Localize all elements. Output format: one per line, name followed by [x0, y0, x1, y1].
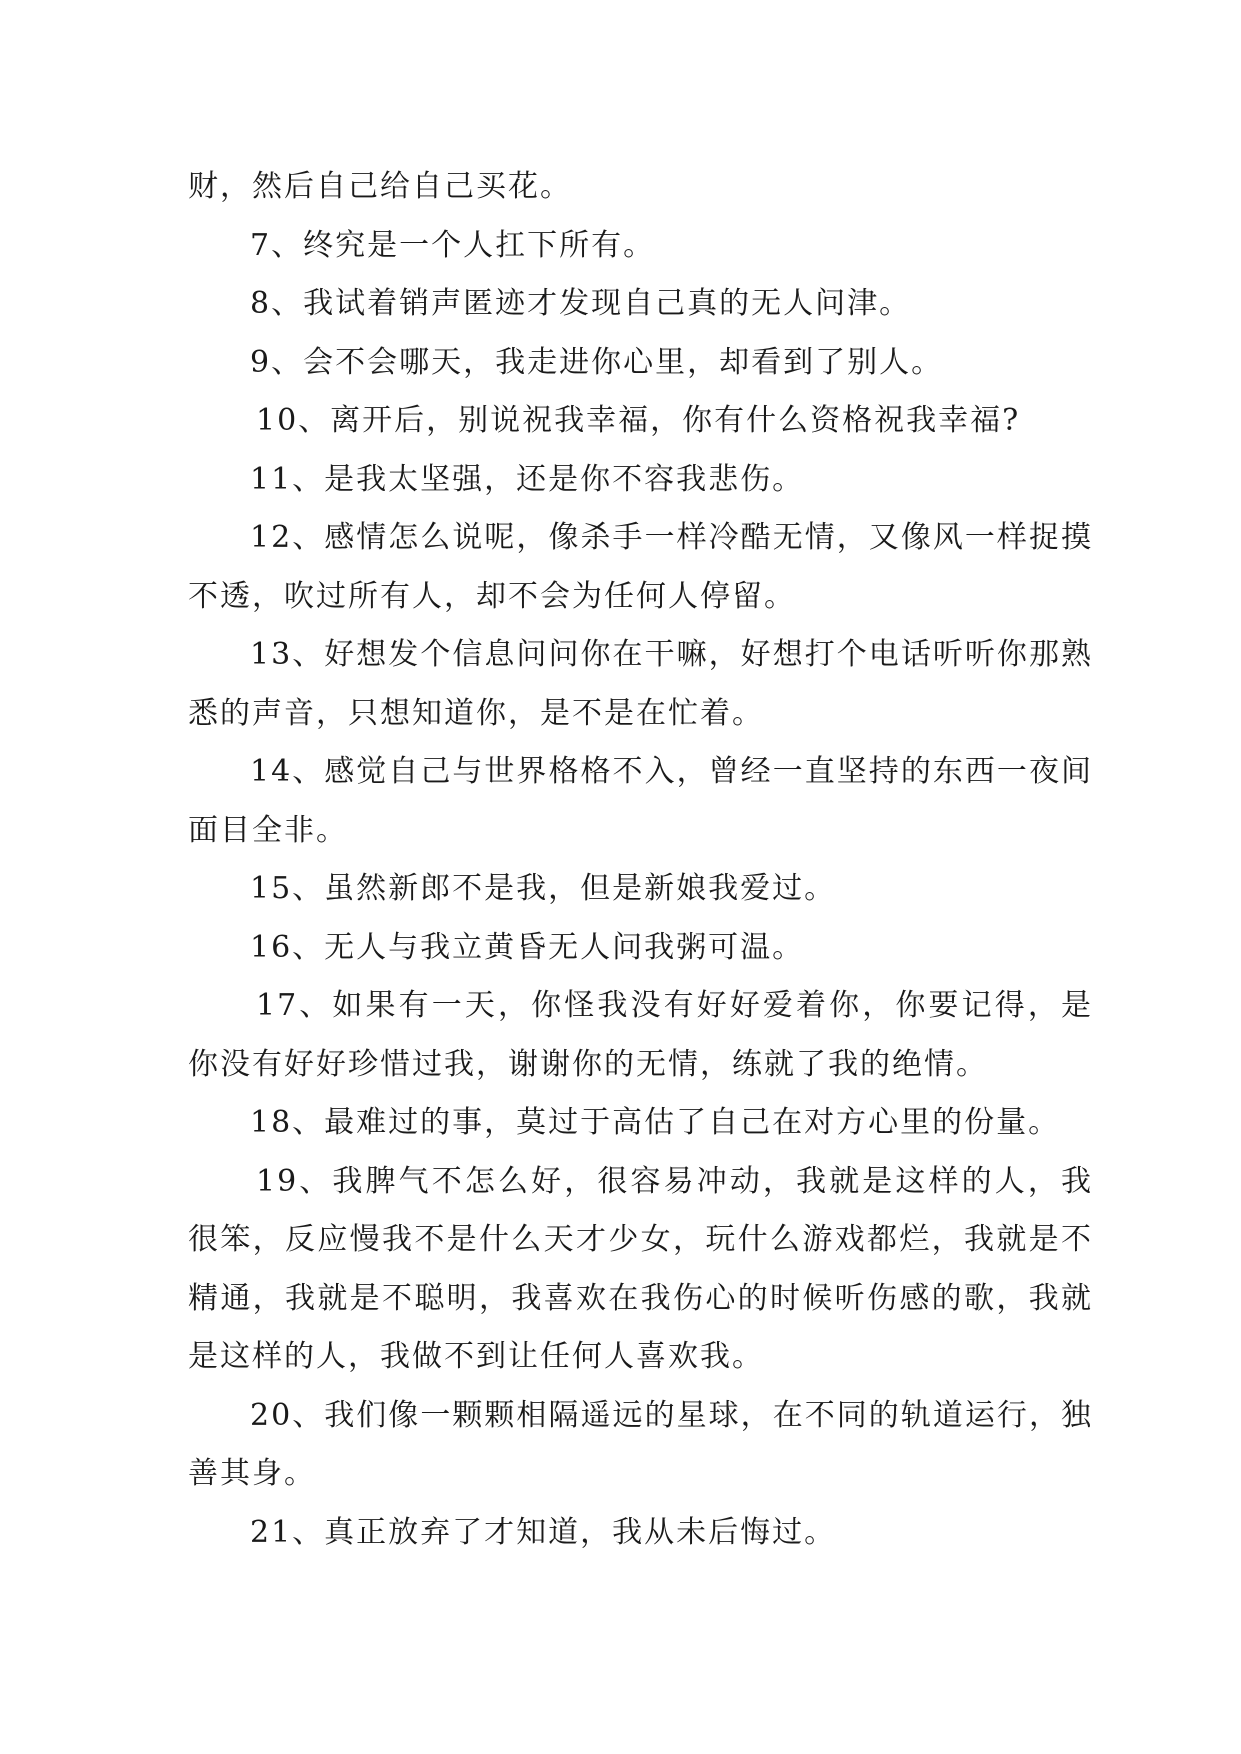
paragraph-20: 20、我们像一颗颗相隔遥远的星球，在不同的轨道运行，独善其身。 [188, 1397, 1093, 1491]
paragraph-19: 19、我脾气不怎么好，很容易冲动，我就是这样的人，我很笨，反应慢我不是什么天才少女，玩什么游戏都烂，我就是不精通，我就是不聪明，我喜欢在我伤心的时候听伤感的歌，我就是这样的人，我做不到让任何人喜欢我。 [188, 1163, 1093, 1374]
paragraph-15: 15、虽然新郎不是我，但是新娘我爱过。 [250, 871, 837, 906]
paragraph-17: 17、如果有一天，你怪我没有好好爱着你，你要记得，是你没有好好珍惜过我，谢谢你的无情，练就了我的绝情。 [188, 988, 1093, 1082]
paragraph-12: 12、感情怎么说呢，像杀手一样冷酷无情，又像风一样捉摸不透，吹过所有人，却不会为任何人停留。 [188, 520, 1093, 614]
paragraph-21: 21、真正放弃了才知道，我从未后悔过。 [250, 1514, 837, 1550]
paragraph-18: 18、最难过的事，莫过于高估了自己在对方心里的份量。 [250, 1105, 1061, 1140]
paragraph-14: 14、感觉自己与世界格格不入，曾经一直坚持的东西一夜间面目全非。 [188, 754, 1093, 848]
paragraph-7: 7、终究是一个人扛下所有。 [250, 227, 656, 263]
paragraph-11: 11、是我太坚强，还是你不容我悲伤。 [250, 461, 805, 497]
paragraph-13: 13、好想发个信息问问你在干嘛，好想打个电话听听你那熟悉的声音，只想知道你，是不是在忙着。 [188, 637, 1093, 731]
paragraph-9: 9、会不会哪天，我走进你心里，却看到了别人。 [250, 344, 944, 380]
paragraph-8: 8、我试着销声匿迹才发现自己真的无人问津。 [250, 286, 912, 321]
paragraph-16: 16、无人与我立黄昏无人问我粥可温。 [250, 929, 805, 965]
paragraph-continuation: 财，然后自己给自己买花。 [188, 169, 572, 204]
document-body [188, 158, 1093, 1562]
paragraph-10: 10、离开后，别说祝我幸福，你有什么资格祝我幸福? [256, 403, 1021, 438]
